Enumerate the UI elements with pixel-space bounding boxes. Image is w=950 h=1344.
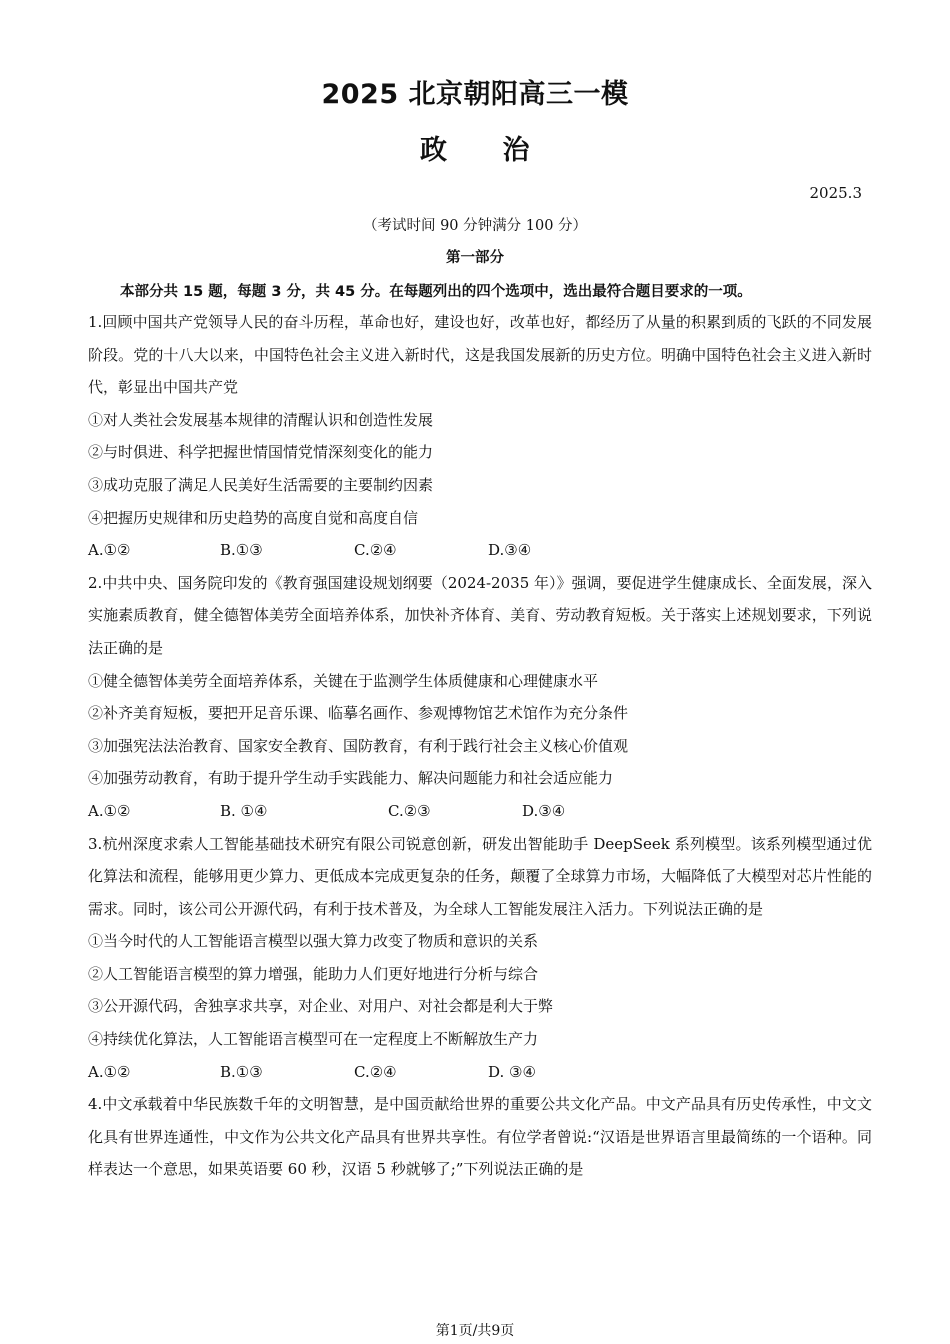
question-option: ④把握历史规律和历史趋势的高度自觉和高度自信	[88, 508, 419, 527]
exam-date: 2025.3	[809, 184, 862, 202]
question-stem: 4.中文承载着中华民族数千年的文明智慧，是中国贡献给世界的重要公共文化产品。中文产品具有历史传承性，中文文化具有世界连通性，中文作为公共文化产品具有世界共享性。有位学者曾说:“汉语是世界语言里最简练的一个语种。同样表达一个意思，如果英语要 60 秒，汉语 5 秒就够了;”下列说法正确的是	[88, 1095, 872, 1179]
question-stem: 3.杭州深度求索人工智能基础技术研究有限公司锐意创新，研发出智能助手 DeepSeek 系列模型。该系列模型通过优化算法和流程，能够用更少算力、更低成本完成更复杂的任务，颠覆了全球算力市场，大幅降低了大模型对芯片性能的需求。同时，该公司公开源代码，有利于技术普及，为全球人工智能发展注入活力。下列说法正确的是	[88, 834, 872, 918]
answer-choice-b: B.①③	[220, 541, 263, 560]
answer-choice-a: A.①②	[88, 1062, 131, 1081]
question-1	[88, 306, 872, 567]
answer-choice-a: A.①②	[88, 541, 131, 560]
answer-choice-b: B. ①④	[220, 801, 268, 820]
answer-choice-b: B.①③	[220, 1062, 263, 1081]
answer-choice-c: C.②④	[354, 1062, 397, 1081]
page-number: 第1页/共9页	[435, 1323, 515, 1339]
question-2	[88, 567, 872, 828]
question-option: ①当今时代的人工智能语言模型以强大算力改变了物质和意识的关系	[88, 932, 539, 951]
question-option: ①健全德智体美劳全面培养体系，关键在于监测学生体质健康和心理健康水平	[88, 671, 599, 690]
answer-choice-d: D. ③④	[488, 1062, 536, 1081]
question-option: ①对人类社会发展基本规律的清醒认识和创造性发展	[88, 410, 434, 429]
answer-choices	[88, 534, 872, 567]
question-4	[88, 1088, 872, 1186]
question-3	[88, 828, 872, 1089]
answer-choice-d: D.③④	[488, 541, 532, 560]
exam-title: 2025 北京朝阳高三一模	[321, 79, 629, 110]
section-instructions: 本部分共 15 题，每题 3 分，共 45 分。在每题列出的四个选项中，选出最符合题目要求的一项。	[120, 284, 752, 300]
question-option: ③成功克服了满足人民美好生活需要的主要制约因素	[88, 475, 434, 494]
questions-content	[88, 306, 872, 1186]
question-option: ②与时俱进、科学把握世情国情党情深刻变化的能力	[88, 443, 434, 462]
question-option: ④加强劳动教育，有助于提升学生动手实践能力、解决问题能力和社会适应能力	[88, 769, 614, 788]
question-option: ④持续优化算法，人工智能语言模型可在一定程度上不断解放生产力	[88, 1030, 539, 1049]
part-title: 第一部分	[446, 250, 504, 266]
answer-choices	[88, 1056, 872, 1089]
answer-choice-d: D.③④	[522, 801, 566, 820]
answer-choice-a: A.①②	[88, 801, 131, 820]
question-option: ③加强宪法法治教育、国家安全教育、国防教育，有利于践行社会主义核心价值观	[88, 736, 629, 755]
question-stem: 2.中共中央、国务院印发的《教育强国建设规划纲要（2024-2035 年）》强调，要促进学生健康成长、全面发展，深入实施素质教育，健全德智体美劳全面培养体系，加快补齐体育、美育、劳动教育短板。关于落实上述规划要求，下列说法正确的是	[88, 573, 872, 657]
answer-choice-c: C.②④	[354, 541, 397, 560]
answer-choice-c: C.②③	[388, 801, 431, 820]
answer-choices	[88, 795, 872, 828]
question-option: ②人工智能语言模型的算力增强，能助力人们更好地进行分析与综合	[88, 964, 539, 983]
question-option: ②补齐美育短板，要把开足音乐课、临摹名画作、参观博物馆艺术馆作为充分条件	[88, 704, 629, 723]
time-note: （考试时间 90 分钟满分 100 分）	[362, 218, 588, 234]
question-option: ③公开源代码，舍独享求共享，对企业、对用户、对社会都是利大于弊	[88, 997, 554, 1016]
question-stem: 1.回顾中国共产党领导人民的奋斗历程，革命也好，建设也好，改革也好，都经历了从量的积累到质的飞跃的不同发展阶段。党的十八大以来，中国特色社会主义进入新时代，这是我国发展新的历史方位。明确中国特色社会主义进入新时代，彰显出中国共产党	[88, 313, 872, 397]
subject-title: 政 治	[420, 135, 530, 166]
